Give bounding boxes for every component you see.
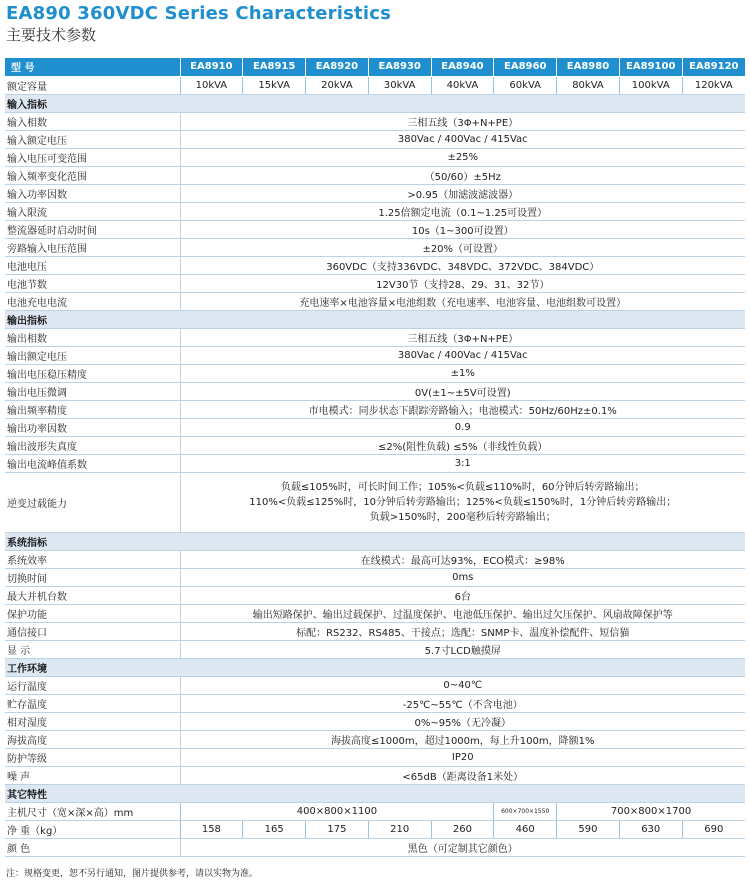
row-value — [180, 472, 745, 532]
row-value: 三相五线（3Φ+N+PE） — [180, 112, 745, 130]
row-value: 充电速率×电池容量×电池组数（充电速率、电池容量、电池组数可设置） — [180, 292, 745, 310]
spec-row — [5, 550, 745, 568]
row-value-line: 负载>150%时，200毫秒后转旁路输出； — [369, 511, 556, 523]
capacity-value: 10kVA — [180, 76, 243, 94]
row-label: 系统效率 — [5, 550, 180, 568]
row-value: 0%~95%（无冷凝） — [180, 712, 745, 730]
row-value: 12V30节（支持28、29、31、32节） — [180, 274, 745, 292]
section-title: 系统指标 — [5, 532, 745, 550]
section-title: 输出指标 — [5, 310, 745, 328]
weight-value: 690 — [682, 820, 745, 838]
row-label: 输出频率精度 — [5, 400, 180, 418]
row-value: 0V(±1~±5V可设置) — [180, 382, 745, 400]
spec-row — [5, 640, 745, 658]
spec-row — [5, 148, 745, 166]
capacity-value: 40kVA — [431, 76, 494, 94]
row-label: 电池电压 — [5, 256, 180, 274]
row-label: 颜 色 — [5, 838, 180, 856]
row-label: 输出电压微调 — [5, 382, 180, 400]
row-label: 旁路输入电压范围 — [5, 238, 180, 256]
row-value: 0ms — [180, 568, 745, 586]
spec-row — [5, 586, 745, 604]
weight-value: 158 — [180, 820, 243, 838]
section-header-row — [5, 532, 745, 550]
weight-value: 630 — [619, 820, 682, 838]
capacity-value: 120kVA — [682, 76, 745, 94]
section-header-row — [5, 658, 745, 676]
capacity-value: 80kVA — [557, 76, 620, 94]
spec-row — [5, 382, 745, 400]
row-label: 输入电压可变范围 — [5, 148, 180, 166]
dimension-value: 600×700×1550 — [494, 802, 557, 820]
row-label: 电池节数 — [5, 274, 180, 292]
row-label: 输出电压稳压精度 — [5, 364, 180, 382]
row-value: 6台 — [180, 586, 745, 604]
section-header-row — [5, 94, 745, 112]
weight-row — [5, 820, 745, 838]
dimension-value: 700×800×1700 — [557, 802, 745, 820]
row-value: （50/60）±5Hz — [180, 166, 745, 184]
model-name: EA8960 — [494, 58, 557, 76]
row-label: 相对湿度 — [5, 712, 180, 730]
row-value: 在线模式：最高可达93%，ECO模式：≥98% — [180, 550, 745, 568]
spec-row — [5, 112, 745, 130]
capacity-value: 60kVA — [494, 76, 557, 94]
spec-row — [5, 238, 745, 256]
row-value: 5.7寸LCD触摸屏 — [180, 640, 745, 658]
model-name: EA8930 — [368, 58, 431, 76]
spec-row — [5, 400, 745, 418]
model-name: EA8920 — [306, 58, 369, 76]
weight-value: 175 — [306, 820, 369, 838]
color-row — [5, 838, 745, 856]
model-name: EA8915 — [243, 58, 306, 76]
capacity-value: 15kVA — [243, 76, 306, 94]
row-label: 输入功率因数 — [5, 184, 180, 202]
dimension-value: 400×800×1100 — [180, 802, 494, 820]
row-label: 保护功能 — [5, 604, 180, 622]
page-title: EA890 360VDC Series Characteristics — [6, 3, 391, 24]
spec-row — [5, 436, 745, 454]
spec-row — [5, 622, 745, 640]
row-label: 切换时间 — [5, 568, 180, 586]
row-label: 显 示 — [5, 640, 180, 658]
capacity-value: 100kVA — [619, 76, 682, 94]
row-value: IP20 — [180, 748, 745, 766]
section-header-row — [5, 784, 745, 802]
row-label: 输入额定电压 — [5, 130, 180, 148]
model-header-label: 型 号 — [5, 58, 180, 76]
row-label: 输入频率变化范围 — [5, 166, 180, 184]
section-title: 其它特性 — [5, 784, 745, 802]
row-label: 净 重（kg） — [5, 820, 180, 838]
spec-row — [5, 748, 745, 766]
model-name: EA8940 — [431, 58, 494, 76]
spec-row — [5, 712, 745, 730]
row-value-line: 110%<负载≤125%时，10分钟后转旁路输出；125%<负载≤150%时，1分钟后转旁路输出； — [249, 496, 677, 508]
row-value: 0.9 — [180, 418, 745, 436]
row-label: 输出功率因数 — [5, 418, 180, 436]
model-name: EA89120 — [682, 58, 745, 76]
footnote: 注：规格变更，恕不另行通知，图片提供参考，请以实物为准。 — [6, 869, 259, 879]
row-value: 3:1 — [180, 454, 745, 472]
row-label: 输出额定电压 — [5, 346, 180, 364]
row-value: >0.95（加滤波滤波器） — [180, 184, 745, 202]
row-value: 380Vac / 400Vac / 415Vac — [180, 130, 745, 148]
spec-row — [5, 292, 745, 310]
weight-value: 460 — [494, 820, 557, 838]
spec-row — [5, 256, 745, 274]
model-name: EA89100 — [619, 58, 682, 76]
spec-row — [5, 274, 745, 292]
model-name: EA8980 — [557, 58, 620, 76]
row-value: 10s（1~300可设置） — [180, 220, 745, 238]
spec-row — [5, 364, 745, 382]
row-value: ≤2%(阻性负载) ≤5%（非线性负载） — [180, 436, 745, 454]
row-label: 贮存温度 — [5, 694, 180, 712]
model-header-row — [5, 58, 745, 76]
row-value: -25℃~55℃（不含电池） — [180, 694, 745, 712]
weight-value: 165 — [243, 820, 306, 838]
row-value: ±1% — [180, 364, 745, 382]
spec-row — [5, 328, 745, 346]
row-value-line: 负载≤105%时，可长时间工作；105%<负载≤110%时，60分钟后转旁路输出； — [280, 481, 645, 493]
section-header-row — [5, 310, 745, 328]
row-value: 海拔高度≤1000m，超过1000m，每上升100m，降额1% — [180, 730, 745, 748]
row-value: 黑色（可定制其它颜色） — [180, 838, 745, 856]
spec-row — [5, 184, 745, 202]
spec-row — [5, 604, 745, 622]
page-subtitle: 主要技术参数 — [6, 26, 97, 44]
row-value: ±20%（可设置） — [180, 238, 745, 256]
row-value: ±25% — [180, 148, 745, 166]
section-title: 工作环境 — [5, 658, 745, 676]
row-label: 输出相数 — [5, 328, 180, 346]
spec-row — [5, 694, 745, 712]
weight-value: 590 — [557, 820, 620, 838]
row-label: 输入相数 — [5, 112, 180, 130]
row-label: 噪 声 — [5, 766, 180, 784]
capacity-value: 20kVA — [306, 76, 369, 94]
row-value: 标配：RS232、RS485、干接点；选配：SNMP卡、温度补偿配件、短信猫 — [180, 622, 745, 640]
spec-row — [5, 472, 745, 532]
row-label: 额定容量 — [5, 76, 180, 94]
row-label: 防护等级 — [5, 748, 180, 766]
row-value: 三相五线（3Φ+N+PE） — [180, 328, 745, 346]
row-label: 海拔高度 — [5, 730, 180, 748]
spec-row — [5, 454, 745, 472]
weight-value: 260 — [431, 820, 494, 838]
spec-row — [5, 676, 745, 694]
spec-row — [5, 730, 745, 748]
dimension-row — [5, 802, 745, 820]
row-label: 整流器延时启动时间 — [5, 220, 180, 238]
row-label: 最大并机台数 — [5, 586, 180, 604]
row-value: <65dB（距离设备1米处） — [180, 766, 745, 784]
row-value: 市电模式：同步状态下跟踪旁路输入；电池模式：50Hz/60Hz±0.1% — [180, 400, 745, 418]
row-value: 1.25倍额定电流（0.1~1.25可设置） — [180, 202, 745, 220]
row-value: 380Vac / 400Vac / 415Vac — [180, 346, 745, 364]
row-value: 360VDC（支持336VDC、348VDC、372VDC、384VDC） — [180, 256, 745, 274]
model-name: EA8910 — [180, 58, 243, 76]
row-label: 主机尺寸（宽×深×高）mm — [5, 802, 180, 820]
spec-row — [5, 220, 745, 238]
spec-table — [5, 58, 745, 857]
weight-value: 210 — [368, 820, 431, 838]
spec-row — [5, 568, 745, 586]
row-label: 输出波形失真度 — [5, 436, 180, 454]
capacity-row — [5, 76, 745, 94]
section-title: 输入指标 — [5, 94, 745, 112]
row-label: 通信接口 — [5, 622, 180, 640]
row-label: 电池充电电流 — [5, 292, 180, 310]
row-value: 输出短路保护、输出过载保护、过温度保护、电池低压保护、输出过欠压保护、风扇故障保护等 — [180, 604, 745, 622]
row-label: 输出电流峰值系数 — [5, 454, 180, 472]
row-value: 0~40℃ — [180, 676, 745, 694]
spec-row — [5, 418, 745, 436]
capacity-value: 30kVA — [368, 76, 431, 94]
row-label: 运行温度 — [5, 676, 180, 694]
spec-row — [5, 166, 745, 184]
spec-row — [5, 130, 745, 148]
row-label: 逆变过载能力 — [5, 472, 180, 532]
spec-row — [5, 202, 745, 220]
spec-row — [5, 766, 745, 784]
spec-row — [5, 346, 745, 364]
row-label: 输入限流 — [5, 202, 180, 220]
